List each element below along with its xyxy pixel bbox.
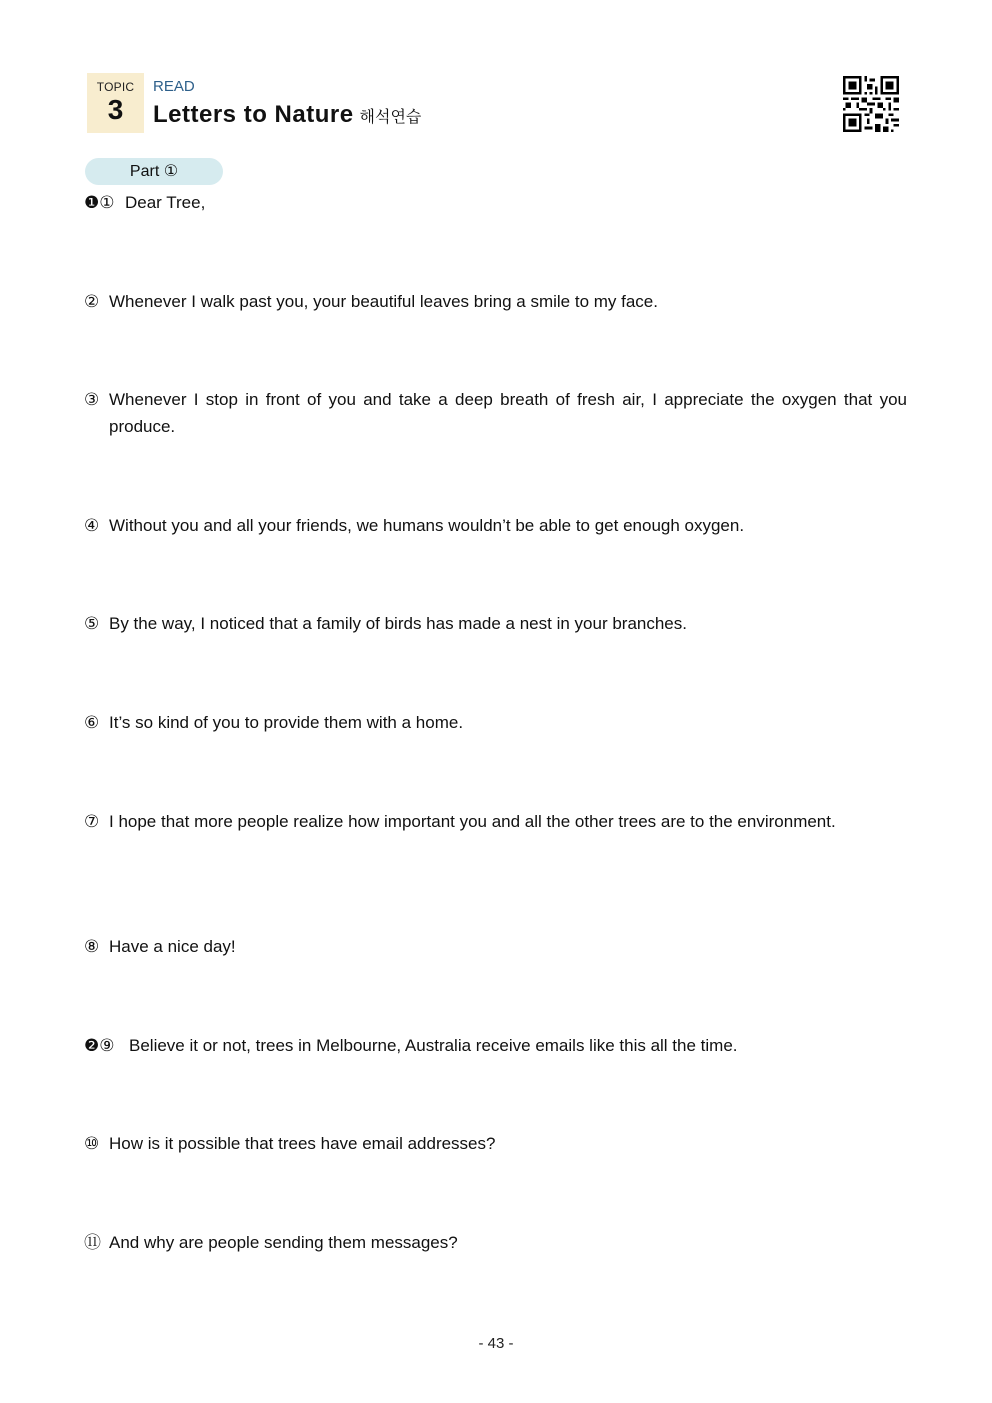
title-suffix: 해석연습 (359, 109, 422, 126)
sentence-8 (84, 934, 907, 961)
sentence-marker: ⑪ (84, 1233, 101, 1252)
sentence-text: How is it possible that trees have email addresses? (109, 1134, 496, 1153)
sentence-marker: ⑦ (84, 812, 100, 831)
sentence-4 (84, 513, 907, 540)
sentence-text: Believe it or not, trees in Melbourne, Australia receive emails like this all the time. (129, 1036, 738, 1055)
sentence-text: By the way, I noticed that a family of birds has made a nest in your branches. (109, 614, 687, 633)
sentence-6 (84, 710, 907, 737)
sentence-marker: ⑩ (84, 1134, 100, 1153)
sentence-text: I hope that more people realize how important you and all the other trees are to the environment. (109, 812, 836, 831)
title-main: Letters to Nature (153, 101, 354, 128)
sentence-7 (84, 809, 907, 836)
sentence-marker: ④ (84, 516, 100, 535)
sentence-3 (84, 387, 907, 440)
page-title (153, 101, 421, 129)
sentence-text: Dear Tree, (125, 193, 206, 212)
sentence-text: Whenever I stop in front of you and take a deep breath of fresh air, I appreciate the oxygen that you produce. (109, 390, 907, 436)
sentence-marker: ❶① (84, 193, 115, 212)
sentence-text: Without you and all your friends, we humans wouldn’t be able to get enough oxygen. (109, 516, 745, 535)
sentence-marker: ❷⑨ (84, 1036, 115, 1055)
sentence-10 (84, 1131, 907, 1158)
sentence-11 (84, 1230, 907, 1257)
sentence-5 (84, 611, 907, 638)
section-label: READ (153, 78, 195, 95)
topic-number: 3 (107, 94, 124, 125)
sentence-marker: ⑥ (84, 713, 100, 732)
sentence-text: And why are people sending them messages? (109, 1233, 458, 1252)
sentence-text: Have a nice day! (109, 937, 236, 956)
topic-label: TOPIC (96, 80, 135, 94)
topic-badge (87, 73, 144, 133)
sentence-text: It’s so kind of you to provide them with a home. (109, 713, 464, 732)
sentence-2 (84, 289, 907, 316)
sentence-marker: ⑤ (84, 614, 100, 633)
sentence-marker: ⑧ (84, 937, 100, 956)
sentence-9 (84, 1033, 907, 1060)
page-number: - 43 - (478, 1335, 514, 1352)
sentence-marker: ② (84, 292, 100, 311)
sentence-text: Whenever I walk past you, your beautiful leaves bring a smile to my face. (109, 292, 658, 311)
qr-code-icon[interactable] (843, 76, 899, 132)
part-label: Part ① (85, 158, 223, 185)
sentence-1 (84, 190, 907, 217)
sentence-marker: ③ (84, 390, 100, 409)
